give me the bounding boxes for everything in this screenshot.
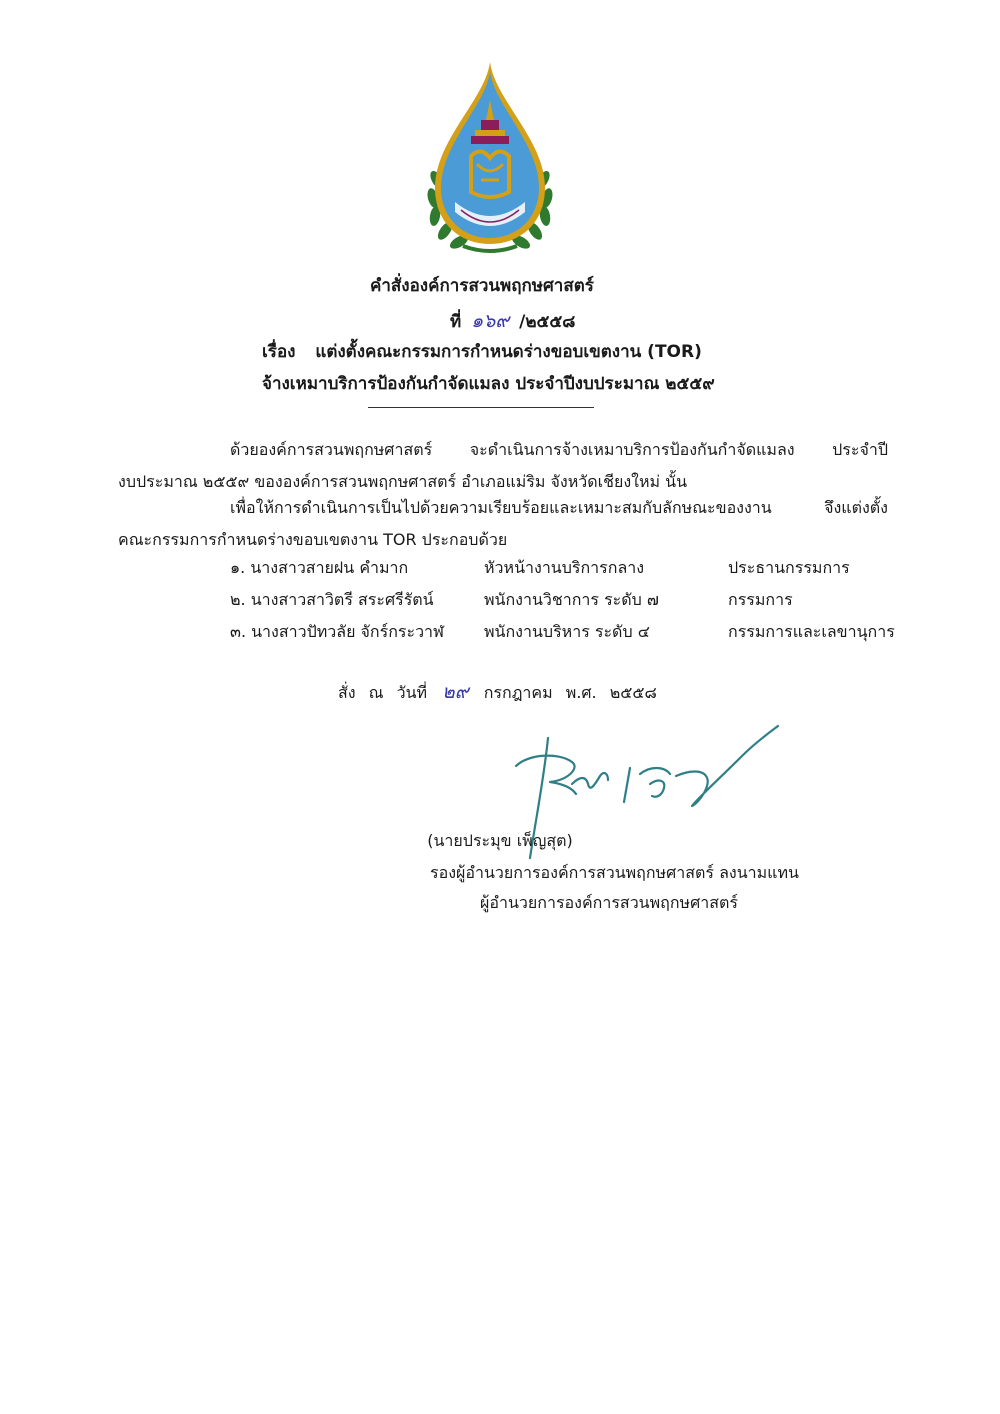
subject-label: เรื่อง bbox=[262, 342, 296, 362]
order-date-prefix-3: วันที่ bbox=[396, 683, 428, 702]
member-role: ประธานกรรมการ bbox=[728, 558, 850, 577]
paragraph-appointment-line-1: เพื่อให้การดำเนินการเป็นไปด้วยความเรียบร้อยและเหมาะสมกับลักษณะของงาน จึงแต่งตั้ง bbox=[230, 498, 888, 517]
member-position: หัวหน้างานบริการกลาง bbox=[484, 558, 645, 577]
order-date-day-handwritten: ๒๙ bbox=[442, 681, 469, 703]
signatory-position-1: รองผู้อำนวยการองค์การสวนพฤกษศาสตร์ ลงนามแทน bbox=[430, 863, 799, 882]
paragraph-appointment bbox=[118, 492, 888, 556]
subject-text-1: แต่งตั้งคณะกรรมการกำหนดร่างขอบเขตงาน (TOR) bbox=[315, 342, 702, 362]
order-date-prefix-2: ณ bbox=[368, 683, 384, 702]
order-number-handwritten: ๑๖๙ bbox=[471, 310, 510, 332]
order-date bbox=[338, 676, 657, 709]
order-date-year-label: พ.ศ. bbox=[565, 683, 597, 702]
member-name: ๒. นางสาวสาวิตรี สระศรีรัตน์ bbox=[230, 590, 434, 609]
order-number bbox=[450, 306, 575, 336]
order-date-prefix-1: สั่ง bbox=[338, 683, 356, 702]
order-number-prefix: ที่ bbox=[450, 312, 462, 332]
order-date-year: ๒๕๕๘ bbox=[609, 683, 657, 702]
order-date-month: กรกฎาคม bbox=[483, 683, 553, 702]
member-position: พนักงานวิชาการ ระดับ ๗ bbox=[484, 590, 659, 609]
organization-emblem-icon bbox=[423, 60, 557, 256]
paragraph-appointment-line-2: คณะกรรมการกำหนดร่างขอบเขตงาน TOR ประกอบด้วย bbox=[118, 530, 508, 549]
paragraph-intro-line-1: ด้วยองค์การสวนพฤกษศาสตร์ จะดำเนินการจ้างเหมาบริการป้องกันกำจัดแมลง ประจำปี bbox=[230, 440, 888, 459]
member-position: พนักงานบริหาร ระดับ ๔ bbox=[484, 622, 650, 641]
member-name: ๓. นางสาวปัทวลัย จักร์กระวาฬ bbox=[230, 622, 444, 641]
subject-line-1 bbox=[262, 338, 702, 365]
signatory-position-2: ผู้อำนวยการองค์การสวนพฤกษศาสตร์ bbox=[480, 893, 738, 912]
member-role: กรรมการ bbox=[728, 590, 793, 609]
title-divider bbox=[368, 407, 594, 408]
order-number-year: /๒๕๕๘ bbox=[519, 312, 576, 332]
paragraph-intro-line-2: งบประมาณ ๒๕๕๙ ขององค์การสวนพฤกษศาสตร์ อำเภอแม่ริม จังหวัดเชียงใหม่ นั้น bbox=[118, 472, 688, 491]
member-role: กรรมการและเลขานุการ bbox=[728, 622, 895, 641]
subject-line-2: จ้างเหมาบริการป้องกันกำจัดแมลง ประจำปีงบประมาณ ๒๕๕๙ bbox=[262, 374, 715, 394]
member-name: ๑. นางสาวสายฝน คำมาก bbox=[230, 558, 409, 577]
paragraph-intro bbox=[118, 434, 888, 498]
signatory-name: (นายประมุข เพ็ญสุต) bbox=[427, 831, 573, 850]
order-title: คำสั่งองค์การสวนพฤกษศาสตร์ bbox=[370, 276, 594, 296]
